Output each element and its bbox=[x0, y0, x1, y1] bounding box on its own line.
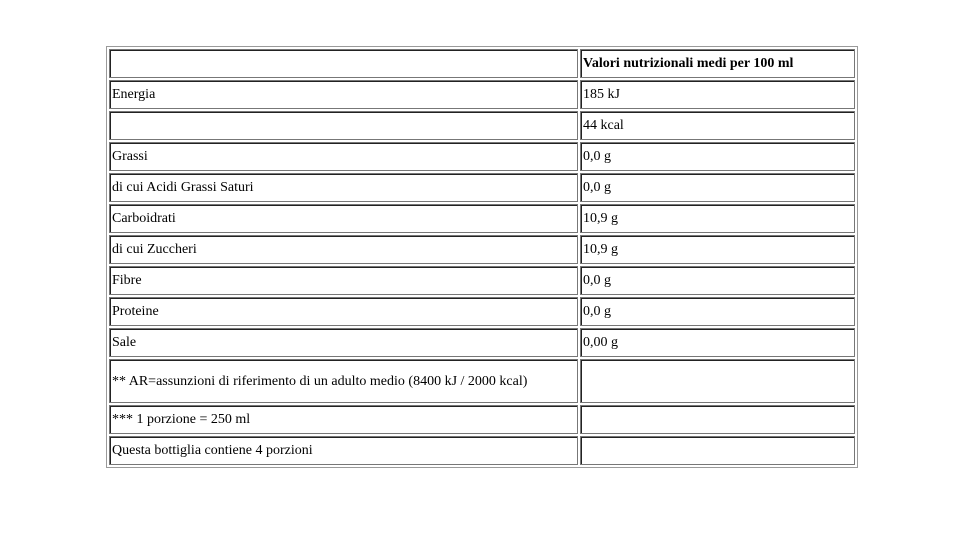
row-value: 44 kcal bbox=[580, 111, 855, 140]
table-row bbox=[109, 173, 855, 202]
row-label: di cui Zuccheri bbox=[109, 235, 578, 264]
table-row bbox=[109, 142, 855, 171]
header-value-cell: Valori nutrizionali medi per 100 ml bbox=[580, 49, 855, 78]
row-label: Sale bbox=[109, 328, 578, 357]
row-label: Carboidrati bbox=[109, 204, 578, 233]
table-row bbox=[109, 405, 855, 434]
table-row bbox=[109, 359, 855, 403]
row-label: ** AR=assunzioni di riferimento di un adulto medio (8400 kJ / 2000 kcal) bbox=[109, 359, 578, 403]
row-value: 0,0 g bbox=[580, 266, 855, 295]
row-value: 185 kJ bbox=[580, 80, 855, 109]
row-value bbox=[580, 359, 855, 403]
row-value: 0,0 g bbox=[580, 142, 855, 171]
row-value: 0,0 g bbox=[580, 173, 855, 202]
table-row bbox=[109, 204, 855, 233]
nutrition-table bbox=[106, 46, 858, 468]
row-label: di cui Acidi Grassi Saturi bbox=[109, 173, 578, 202]
table-row bbox=[109, 235, 855, 264]
row-value bbox=[580, 405, 855, 434]
row-label: Fibre bbox=[109, 266, 578, 295]
row-value: 0,00 g bbox=[580, 328, 855, 357]
table-row bbox=[109, 297, 855, 326]
table-header-row bbox=[109, 49, 855, 78]
row-value: 10,9 g bbox=[580, 235, 855, 264]
header-label-cell bbox=[109, 49, 578, 78]
row-label: *** 1 porzione = 250 ml bbox=[109, 405, 578, 434]
row-label: Energia bbox=[109, 80, 578, 109]
row-value: 10,9 g bbox=[580, 204, 855, 233]
row-value: 0,0 g bbox=[580, 297, 855, 326]
row-label: Questa bottiglia contiene 4 porzioni bbox=[109, 436, 578, 465]
row-label: Grassi bbox=[109, 142, 578, 171]
table-row bbox=[109, 436, 855, 465]
table-row bbox=[109, 80, 855, 109]
row-label bbox=[109, 111, 578, 140]
table-row bbox=[109, 111, 855, 140]
row-label: Proteine bbox=[109, 297, 578, 326]
table-row bbox=[109, 266, 855, 295]
table-row bbox=[109, 328, 855, 357]
row-value bbox=[580, 436, 855, 465]
